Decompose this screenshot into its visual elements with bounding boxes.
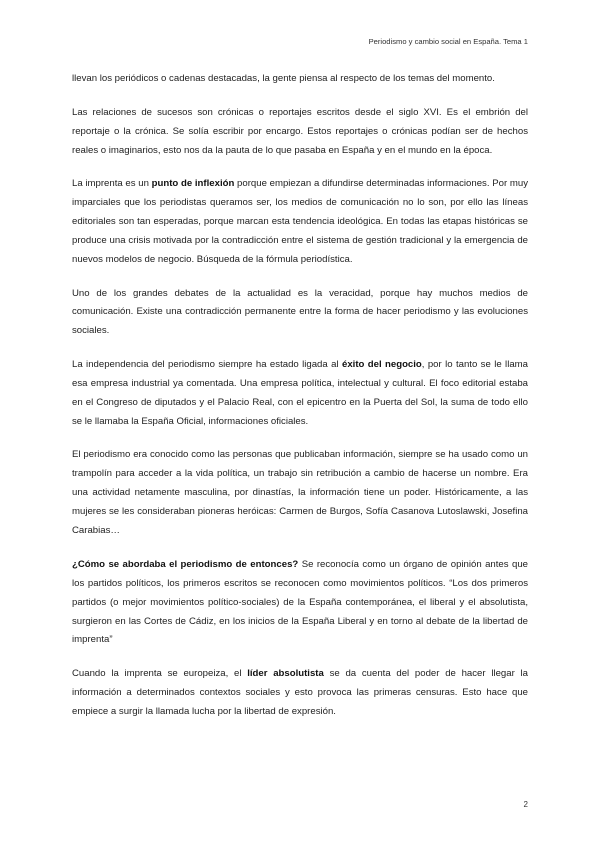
paragraph-1-text: llevan los periódicos o cadenas destacadas, la gente piensa al respecto de los temas del momento. [72, 73, 495, 84]
paragraph-7 [72, 556, 528, 651]
paragraph-3-emphasis: punto de inflexión [151, 178, 235, 190]
paragraph-3 [72, 175, 528, 270]
paragraph-5-rest: , por lo tanto se le llama esa empresa industrial ya comentada. Una empresa política, intelectual y cultural. El foco editorial estaba en el Congreso de diputados y el Palacio Real, con el epicentro en la Puerta del Sol, la suma de todo ello se le llamaba la España Oficial, informaciones oficiales. [72, 359, 528, 427]
paragraph-2 [72, 104, 528, 161]
paragraph-7-rest: Se reconocía como un órgano de opinión antes que los partidos políticos, los primeros escritos se reconocen como movimientos políticos. “Los dos primeros partidos (o mejor movimientos político-sociales) de la España contemporánea, el liberal y el absolutista, surgieron en las Cortes de Cádiz, en los inicios de la España Liberal y en torno al debate de la libertad de imprenta” [72, 558, 528, 646]
paragraph-8-lead: Cuando la imprenta se europeiza, el [72, 668, 248, 680]
running-header: Periodismo y cambio social en España. Tema 1 [368, 37, 528, 46]
page-number: 2 [523, 800, 528, 809]
paragraph-3-lead: La imprenta es un [72, 178, 152, 190]
paragraph-8 [72, 665, 528, 722]
paragraph-6-text: El periodismo era conocido como las personas que publicaban información, siempre se ha usado como un trampolín para acceder a la vida política, un trabajo sin retribución a cambio de hacerse un nombre. Era una actividad netamente masculina, por dinastías, la información tiene un poder. Históricamente, a las mujeres se les consideraban pioneras heróicas: Carmen de Burgos, Sofía Casanova Lutoslawski, Josefina Carabias… [72, 449, 528, 537]
paragraph-2-text: Las relaciones de sucesos son crónicas o reportajes escritos desde el siglo XVI. Es el embrión del reportaje o la crónica. Se solía escribir por encargo. Estos reportajes o crónicas podían ser de hechos reales o imaginarios, esto nos da la pauta de lo que pasaba en España y en el mundo en la época. [72, 106, 528, 156]
paragraph-8-emphasis: líder absolutista [247, 668, 324, 680]
paragraph-5 [72, 356, 528, 432]
paragraph-5-emphasis: éxito del negocio [341, 359, 422, 371]
paragraph-6 [72, 446, 528, 541]
paragraph-8-rest: se da cuenta del poder de hacer llegar la información a determinados contextos sociales y esto provoca las primeras censuras. Esto hace que empiece a surgir la llamada lucha por la libertad de expresión. [72, 668, 528, 717]
paragraph-1 [72, 70, 528, 89]
paragraph-3-rest: porque empiezan a difundirse determinadas informaciones. Por muy imparciales que los periodistas queramos ser, los medios de comunicación no lo son, por ello las líneas editoriales son tan esperadas, porque marcan esta tendencia ideológica. En todas las etapas históricas se produce una crisis motivada por la contradicción entre el sistema de gestión tradicional y la emergencia de nuevos modelos de negocio. Búsqueda de la fórmula periodística. [72, 178, 528, 265]
paragraph-4 [72, 285, 528, 342]
body-text [72, 70, 528, 737]
paragraph-7-emphasis: ¿Cómo se abordaba el periodismo de entonces? [72, 558, 299, 570]
paragraph-4-text: Uno de los grandes debates de la actualidad es la veracidad, porque hay muchos medios de comunicación. Existe una contradicción permanente entre la forma de hacer periodismo y las evoluciones sociales. [72, 287, 528, 337]
paragraph-5-lead: La independencia del periodismo siempre ha estado ligada al [72, 359, 342, 371]
